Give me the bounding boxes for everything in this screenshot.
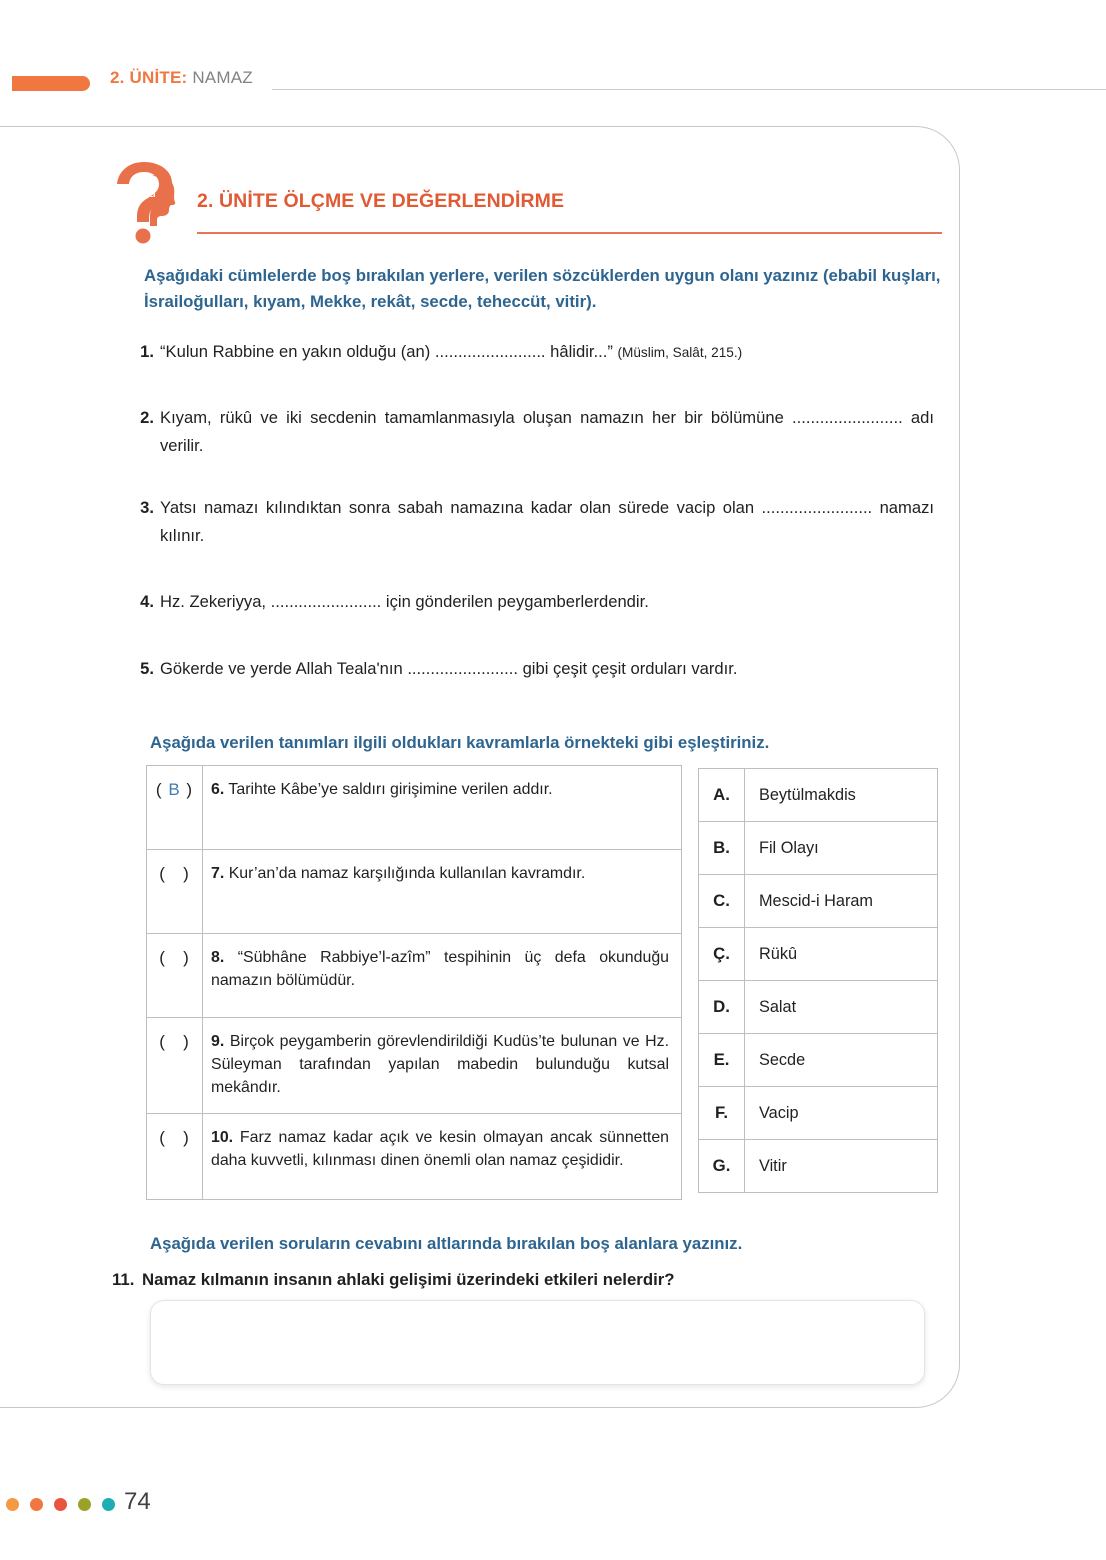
option-key: D. [699,981,745,1034]
answer-letter: B [168,780,181,799]
question-text: Hz. Zekeriyya, ........................ için gönderilen peygamberlerdendir. [160,592,649,611]
definition-cell-6 [203,766,682,850]
question-number: 5. [140,659,154,678]
paren-open: ( [159,864,166,883]
question-text: Namaz kılmanın insanın ahlaki gelişimi üzerindeki etkileri nelerdir? [142,1270,675,1289]
section-header [112,160,942,250]
definition-cell-7 [203,850,682,934]
option-row-g[interactable] [699,1140,938,1193]
footer-dot-1 [6,1498,19,1511]
header-unit-name: NAMAZ [192,68,253,87]
footer-dot-2 [30,1498,43,1511]
definition-number: 7. [211,865,225,882]
svg-text:cd: cd [143,186,156,200]
answer-blank-6[interactable] [147,766,203,850]
question-number: 4. [140,592,154,611]
paren-close: ) [183,948,190,967]
instruction-open-ended: Aşağıda verilen soruların cevabını altlarında bırakılan boş alanlara yazınız. [150,1234,743,1253]
definition-text: Tarihte Kâbe’ye saldırı girişimine verilen addır. [228,781,553,798]
option-key: E. [699,1034,745,1087]
instruction-fill-in: Aşağıdaki cümlelerde boş bırakılan yerlere, verilen sözcüklerden uygun olanı yazınız (ebabil kuşları, İsrailoğulları, kıyam, Mekke, rekât, secde, teheccüt, vitir). [144,266,941,311]
question-text [160,338,928,367]
definition-text: “Sübhâne Rabbiye’l-azîm” tespihinin üç defa okunduğu namazın bölümüdür. [211,949,669,989]
answer-blank-10[interactable] [147,1114,203,1200]
header-divider [272,89,1106,90]
header-unit-label: 2. ÜNİTE: [110,68,188,87]
option-value: Salat [745,981,938,1034]
definition-number: 8. [211,949,225,966]
definition-number: 9. [211,1033,225,1050]
paren-open: ( [159,1032,166,1051]
question-text: Kıyam, rükû ve iki secdenin tamamlanmasıyla oluşan namazın her bir bölümüne ........................ adı verilir. [160,408,934,455]
page-number: 74 [124,1488,151,1515]
question-head-abcd-icon [112,160,178,246]
option-key: F. [699,1087,745,1140]
paren-close: ) [183,1128,190,1147]
option-key: G. [699,1140,745,1193]
matching-options-table [698,768,938,1193]
footer-dot-4 [78,1498,91,1511]
answer-blank-8[interactable] [147,934,203,1018]
table-row[interactable] [147,850,682,934]
question-number: 2. [140,408,154,427]
instruction-matching: Aşağıda verilen tanımları ilgili oldukları kavramlarla örnekteki gibi eşleştiriniz. [150,733,770,752]
paren-open: ( [159,948,166,967]
paren-close: ) [183,864,190,883]
paren-open: ( [155,780,163,799]
option-row-c[interactable] [699,875,938,928]
answer-blank-7[interactable] [147,850,203,934]
table-row[interactable] [147,1114,682,1200]
fill-question-3 [128,494,934,550]
option-value: Fil Olayı [745,822,938,875]
option-key: B. [699,822,745,875]
page-footer [0,1490,1106,1530]
option-value: Rükû [745,928,938,981]
answer-input-box[interactable] [150,1300,925,1385]
option-value: Mescid-i Haram [745,875,938,928]
question-number: 3. [140,498,154,517]
option-key: A. [699,769,745,822]
question-text: Gökerde ve yerde Allah Teala'nın ........................ gibi çeşit çeşit orduları vardır. [160,659,738,678]
question-text: Yatsı namazı kılındıktan sonra sabah namazına kadar olan sürede vacip olan ........................ namazı kılınır. [160,498,934,545]
definition-number: 10. [211,1129,234,1146]
option-value: Vitir [745,1140,938,1193]
option-row-a[interactable] [699,769,938,822]
matching-definitions-table [146,765,682,1200]
question-number: 1. [140,342,154,361]
option-value: Beytülmakdis [745,769,938,822]
option-value: Secde [745,1034,938,1087]
svg-text:ab: ab [140,175,154,189]
header-accent-bar [12,76,90,91]
table-row[interactable] [147,766,682,850]
footer-dots [6,1498,126,1516]
option-key: Ç. [699,928,745,981]
table-row[interactable] [147,1018,682,1114]
answer-blank-9[interactable] [147,1018,203,1114]
option-row-b[interactable] [699,822,938,875]
fill-question-1 [128,338,928,367]
header-title [110,68,253,88]
table-row[interactable] [147,934,682,1018]
question-citation: (Müslim, Salât, 215.) [617,345,743,360]
section-title-underline [197,232,942,234]
question-sentence: “Kulun Rabbine en yakın olduğu (an) ........................ hâlidir...” [160,342,613,361]
footer-dot-3 [54,1498,67,1511]
paren-open: ( [159,1128,166,1147]
option-row-f[interactable] [699,1087,938,1140]
definition-number: 6. [211,781,225,798]
definition-cell-10 [203,1114,682,1200]
footer-dot-5 [102,1498,115,1511]
question-number: 11. [112,1270,135,1289]
option-value: Vacip [745,1087,938,1140]
paren-close: ) [186,780,194,799]
option-row-d[interactable] [699,981,938,1034]
option-row-c-cedilla[interactable] [699,928,938,981]
option-row-e[interactable] [699,1034,938,1087]
section-title: 2. ÜNİTE ÖLÇME VE DEĞERLENDİRME [197,190,565,212]
paren-close: ) [183,1032,190,1051]
fill-question-2 [128,404,934,460]
fill-question-4 [128,588,934,616]
definition-text: Kur’an’da namaz karşılığında kullanılan kavramdır. [228,865,586,882]
definition-text: Farz namaz kadar açık ve kesin olmayan ancak sünnetten daha kuvvetli, kılınması dinen önemli olan namaz çeşididir. [211,1129,669,1169]
definition-cell-8 [203,934,682,1018]
fill-question-5 [128,655,934,683]
option-key: C. [699,875,745,928]
running-header [0,68,1106,102]
definition-cell-9 [203,1018,682,1114]
open-question-11 [112,1270,942,1290]
definition-text: Birçok peygamberin görevlendirildiği Kudüs’te bulunan ve Hz. Süleyman tarafından yapılan mabedin bulunduğu kutsal mekândır. [211,1033,670,1096]
